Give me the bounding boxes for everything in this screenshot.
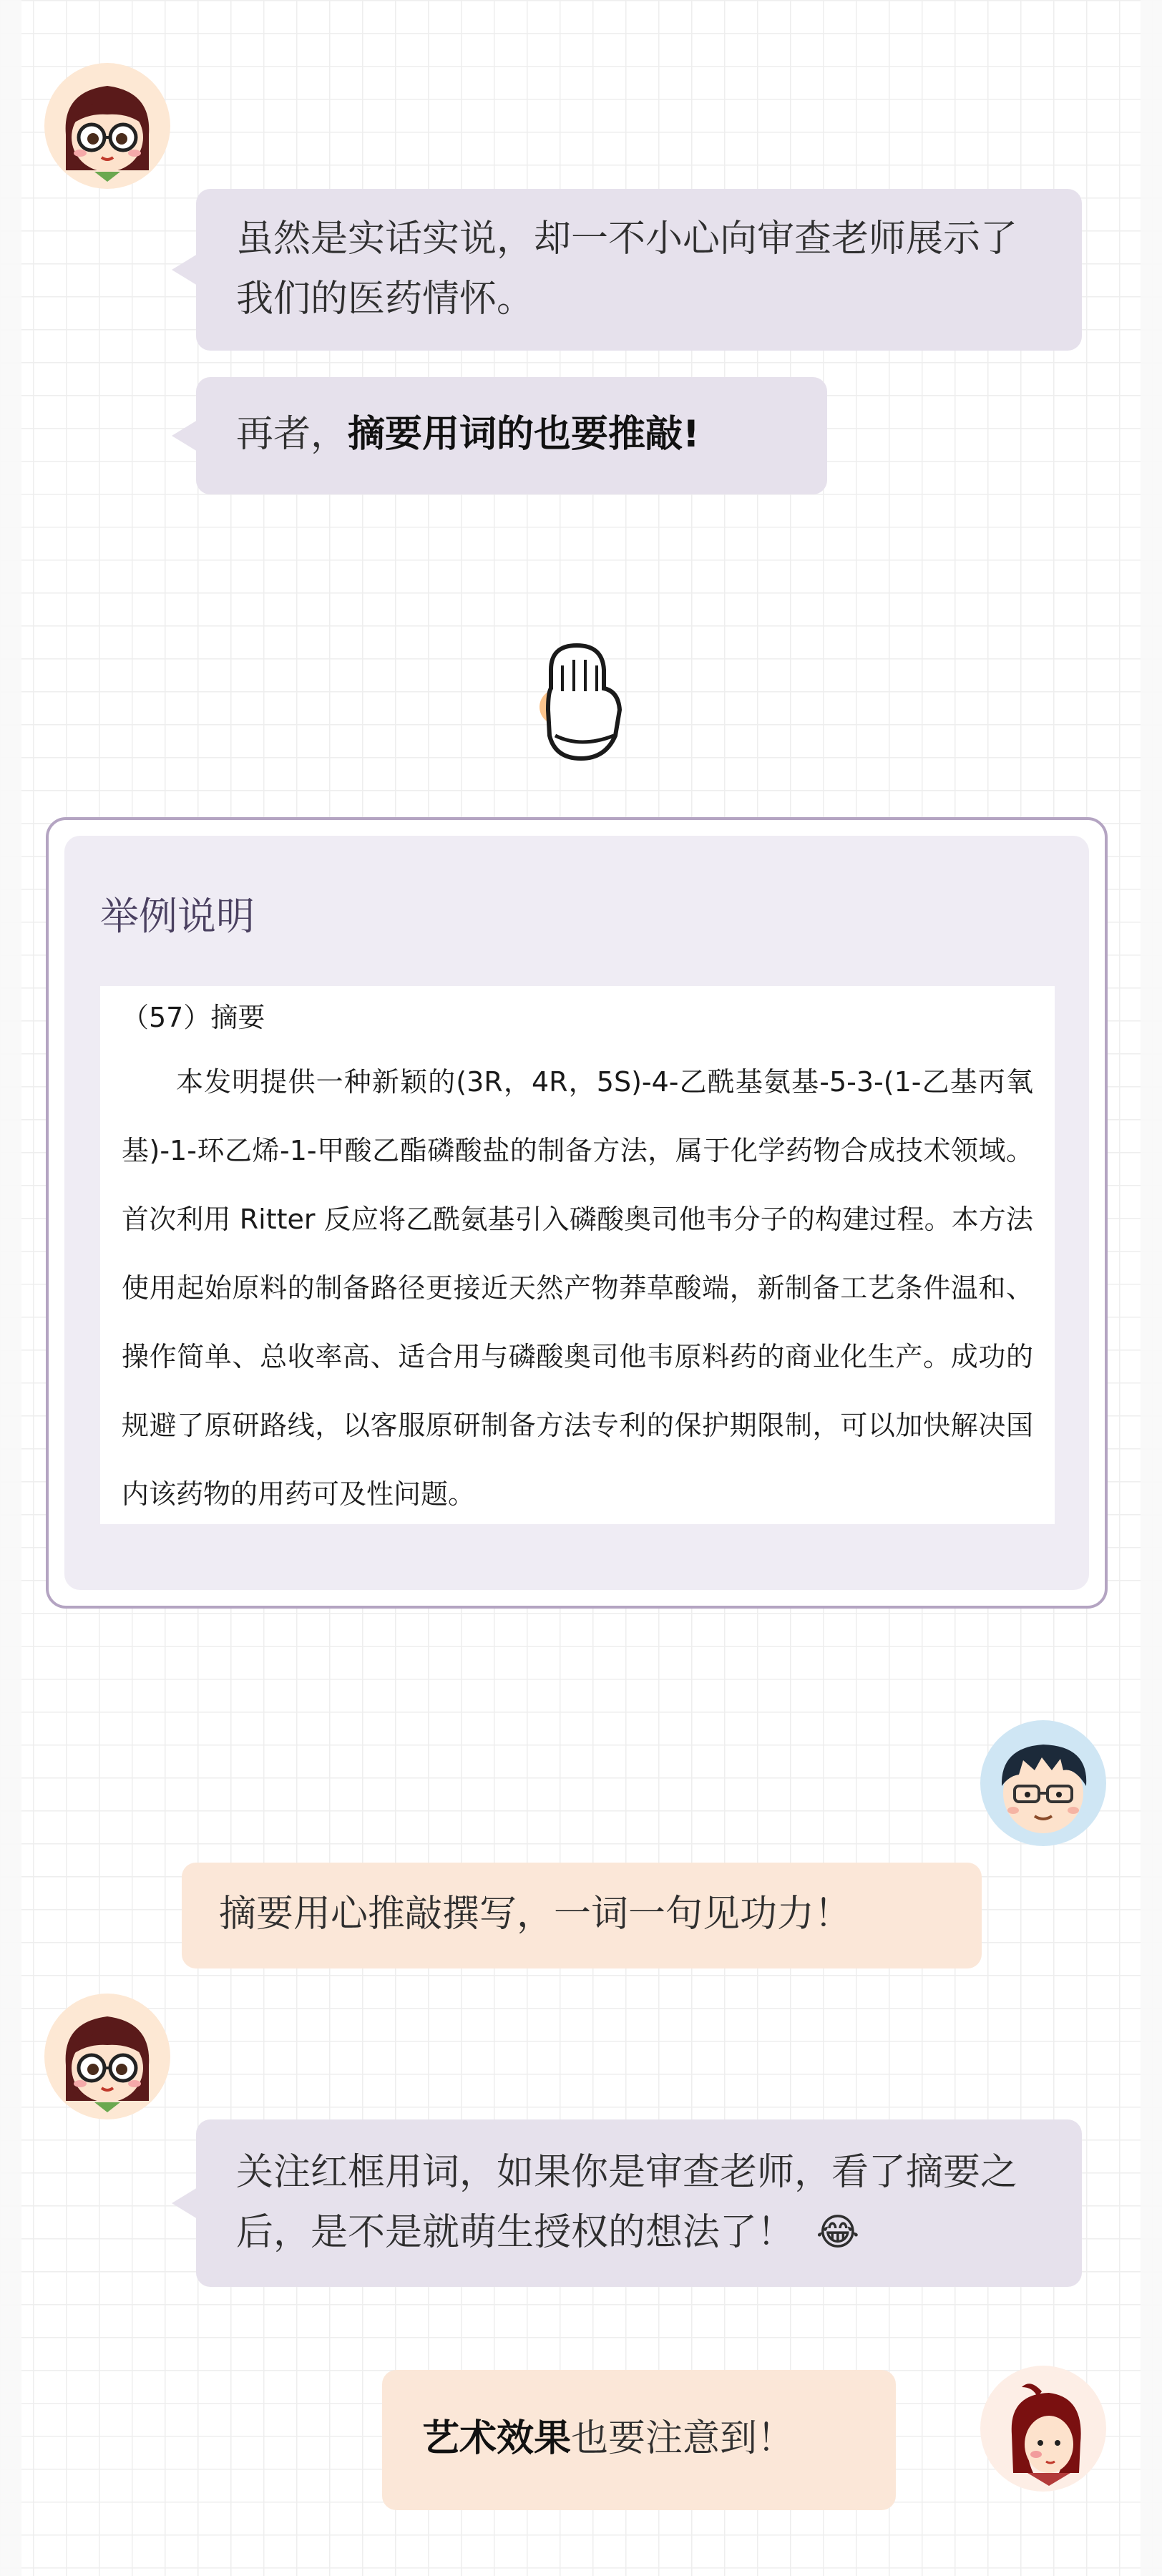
laughing-tears-emoji-icon: 😂: [816, 2211, 860, 2254]
pointing-down-hand-icon: [527, 641, 635, 766]
left-margin-band: [0, 0, 21, 2576]
message-text-1: 虽然是实话实说，却一不小心向审查老师展示了我们的医药情怀。: [236, 218, 1018, 321]
abstract-image: [100, 986, 1055, 1524]
girl-with-glasses-avatar: [44, 63, 170, 189]
message-text-5-bold: 艺术效果: [422, 2417, 572, 2460]
example-title: 举例说明: [100, 894, 255, 939]
message-bubble-4: [196, 2119, 1082, 2287]
message-bubble-5: [382, 2370, 896, 2510]
message-text-4: 关注红框用词，如果你是审查老师，看了摘要之后，是不是就萌生授权的想法了！: [236, 2151, 1018, 2254]
girl-with-glasses-avatar-2: [44, 1994, 170, 2119]
abstract-heading: （57）摘要: [122, 1002, 265, 1033]
right-margin-band: [1141, 0, 1162, 2576]
message-text-5-suffix: 也要注意到！: [571, 2417, 795, 2460]
boy-with-glasses-avatar: [980, 1720, 1106, 1846]
message-text-3: 摘要用心推敲撰写，一词一句见功力！: [219, 1893, 852, 1936]
message-text-2-bold: 摘要用词的也要推敲!: [348, 413, 700, 456]
message-bubble-1: [196, 189, 1082, 351]
red-hair-girl-avatar: [980, 2366, 1106, 2492]
message-bubble-3: [182, 1863, 982, 1968]
abstract-text: 本发明提供一种新颖的(3R，4R，5S)-4-乙酰基氨基-5-3-(1-乙基丙氧基)-1-环乙烯-1-甲酸乙酯磷酸盐的制备方法，属于化学药物合成技术领域。首次利用 Ritter 反应将乙酰氨基引入磷酸奥司他韦分子的构建过程。本方法使用起始原料的制备路径更接近天然产物莽草酸端，新制备工艺条件温和、操作简单、总收率高、适合用与磷酸奥司他韦原料药的商业化生产。成功的规避了原研路线，以客服原研制备方法专利的保护期限制，可以加快解决国内该药物的用药可及性问题。: [122, 1066, 1033, 1510]
example-card-inner: [64, 836, 1089, 1590]
message-text-2-prefix: 再者，: [236, 413, 348, 456]
example-card: [46, 817, 1108, 1609]
message-bubble-2: [196, 377, 827, 494]
